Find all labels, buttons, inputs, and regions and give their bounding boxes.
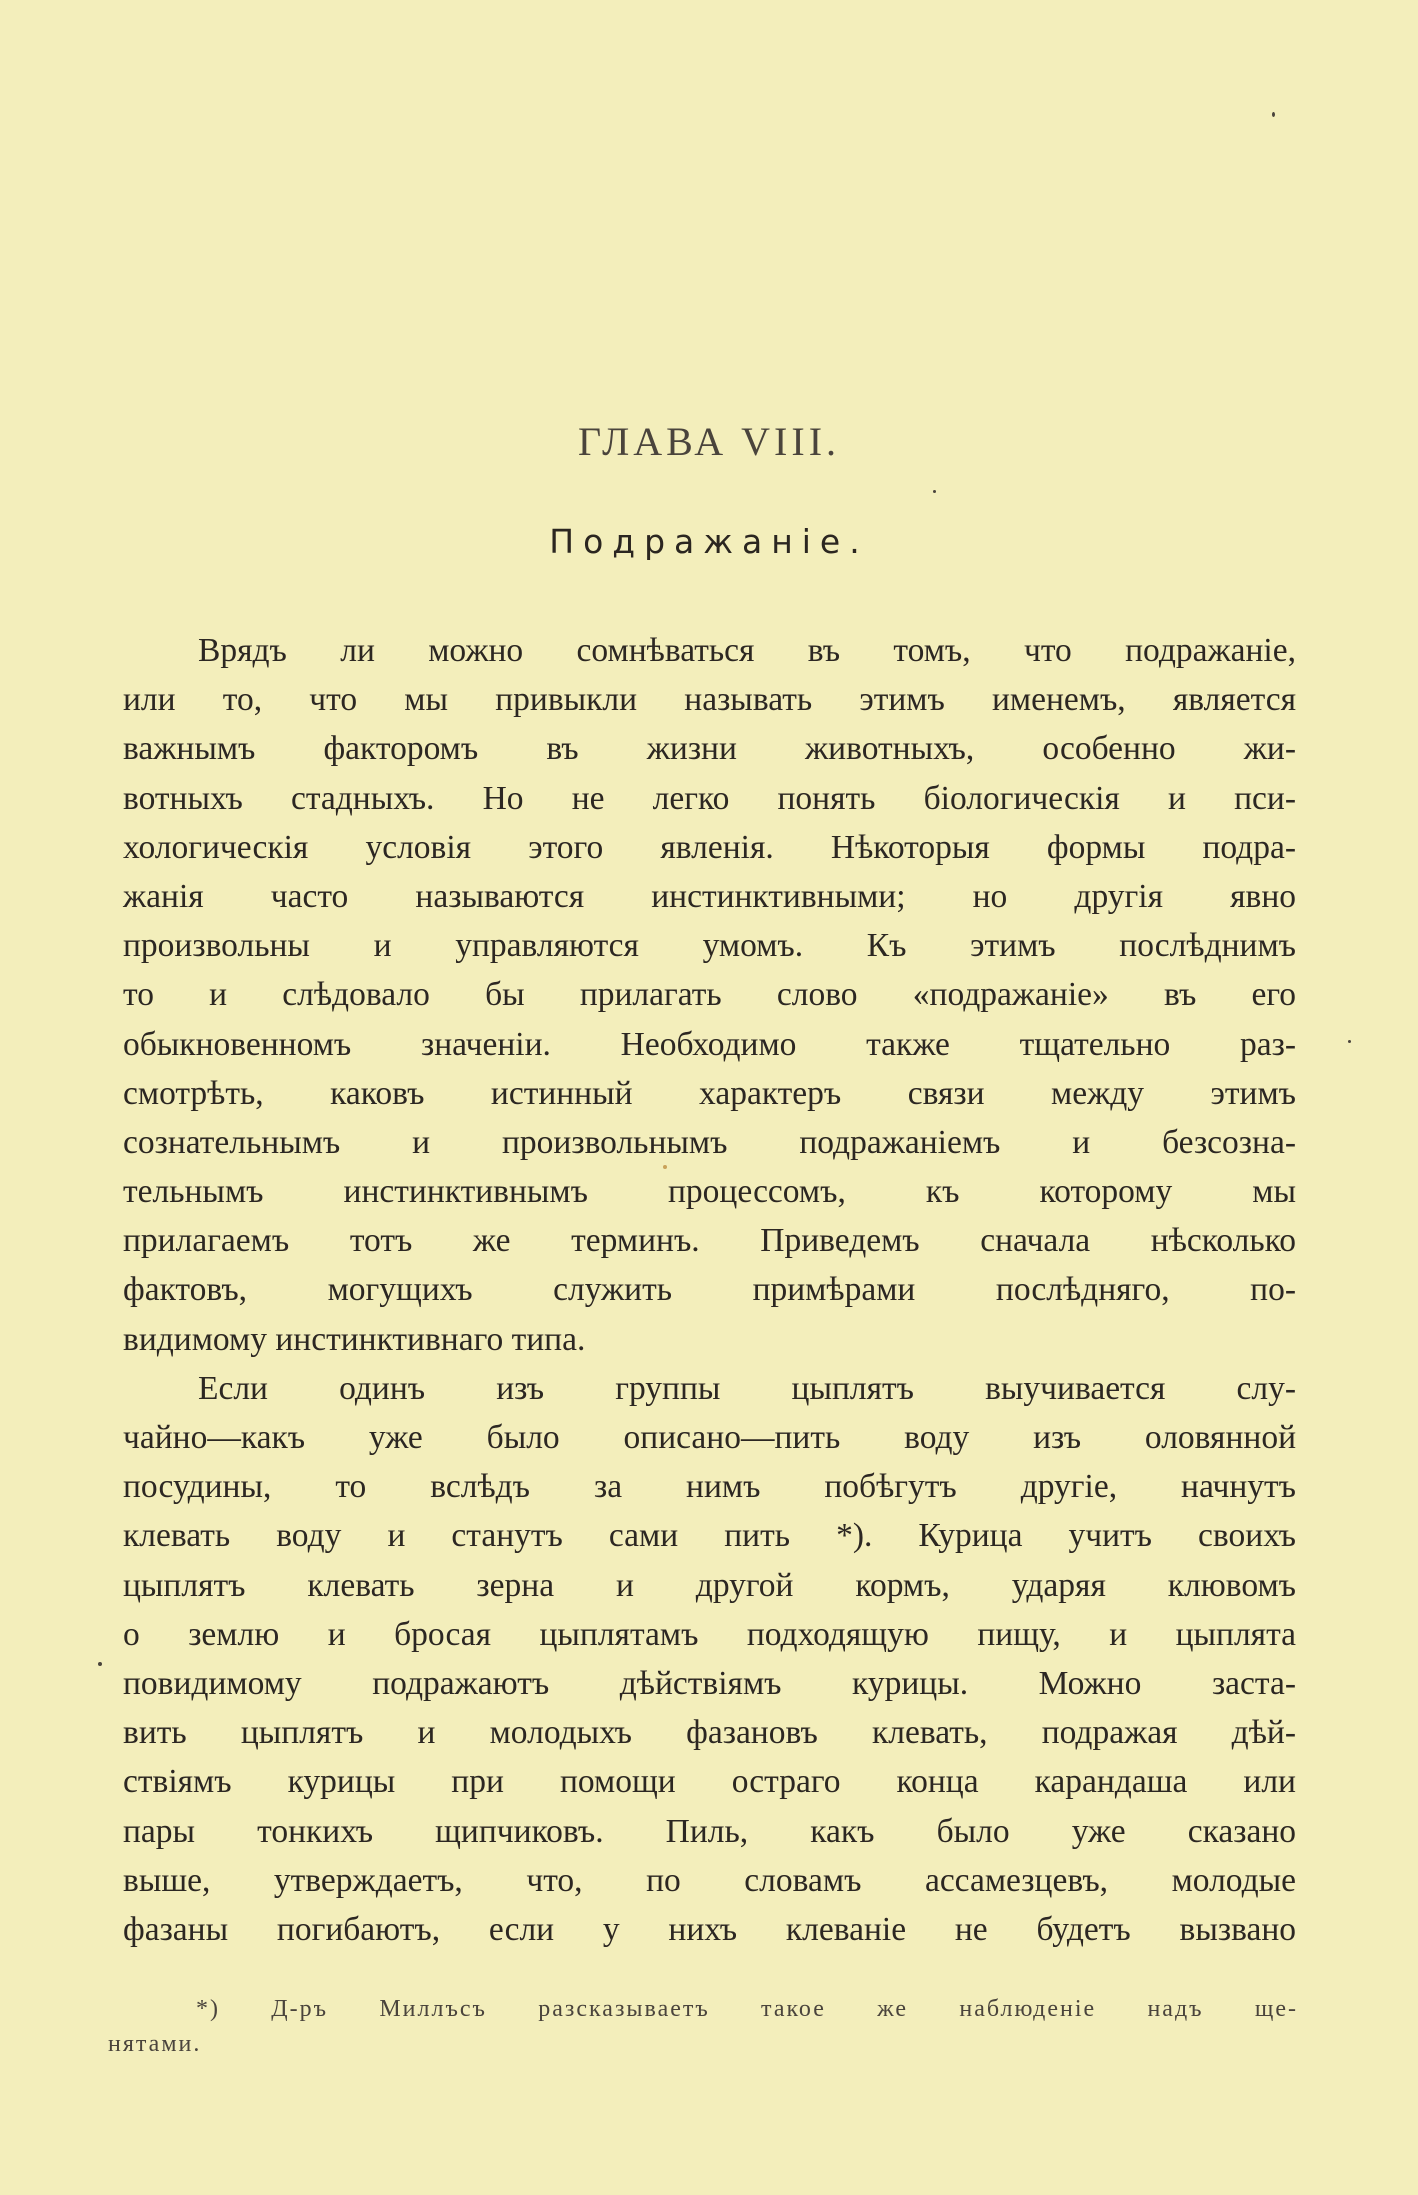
body-line: или то, что мы привыкли называть этимъ именемъ, является (123, 681, 1296, 719)
body-line: важнымъ факторомъ въ жизни животныхъ, особенно жи- (123, 730, 1296, 768)
ink-speck (1348, 1040, 1351, 1043)
body-line: ствіямъ курицы при помощи остраго конца карандаша или (123, 1763, 1296, 1801)
body-line: произвольны и управляются умомъ. Къ этимъ послѣднимъ (123, 927, 1296, 965)
footnote (108, 1992, 1298, 2062)
ink-speck (663, 1165, 667, 1169)
footnote-line: *) Д-ръ Миллъсъ разсказываетъ такое же наблюденіе надъ ще- (196, 1996, 1298, 2022)
body-line: чайно—какъ уже было описано—пить воду изъ оловянной (123, 1419, 1296, 1456)
body-line: то и слѣдовало бы прилагать слово «подражаніе» въ его (123, 976, 1296, 1014)
body-line: пары тонкихъ щипчиковъ. Пиль, какъ было уже сказано (123, 1812, 1296, 1850)
body-line: Врядъ ли можно сомнѣваться въ томъ, что подражаніе, (198, 632, 1296, 669)
body-line: вотныхъ стадныхъ. Но не легко понять біологическія и пси- (123, 779, 1296, 817)
body-line: обыкновенномъ значеніи. Необходимо также тщательно раз- (123, 1025, 1296, 1063)
body-line: Если одинъ изъ группы цыплятъ выучивается слу- (198, 1369, 1296, 1407)
footnote-line: нятами. (108, 2031, 202, 2057)
body-line: о землю и бросая цыплятамъ подходящую пищу, и цыплята (123, 1615, 1296, 1653)
chapter-heading: ГЛАВА VIII. (577, 419, 841, 464)
body-line: хологическія условія этого явленія. Нѣкоторыя формы подра- (123, 828, 1296, 866)
body-line: выше, утверждаетъ, что, по словамъ ассамезцевъ, молодые (123, 1861, 1296, 1899)
body-line: вить цыплятъ и молодыхъ фазановъ клевать, подражая дѣй- (123, 1714, 1296, 1752)
body-line: фазаны погибаютъ, если у нихъ клеваніе не будетъ вызвано (123, 1910, 1296, 1948)
ink-speck (98, 1662, 102, 1666)
body-line: фактовъ, могущихъ служить примѣрами послѣдняго, по- (123, 1271, 1296, 1309)
body-text (123, 626, 1296, 1954)
body-line: жанія часто называются инстинктивными; но другія явно (123, 877, 1296, 915)
body-line: сознательнымъ и произвольнымъ подражаніемъ и безсозна- (123, 1123, 1296, 1161)
body-line: видимому инстинктивнаго типа. (123, 1320, 586, 1358)
section-title: Подражаніе. (549, 522, 869, 561)
body-line: повидимому подражаютъ дѣйствіямъ курицы. Можно заста- (123, 1664, 1296, 1702)
ink-speck (933, 490, 936, 493)
body-line: цыплятъ клевать зерна и другой кормъ, ударяя клювомъ (123, 1566, 1296, 1604)
body-line: смотрѣть, каковъ истинный характеръ связи между этимъ (123, 1074, 1296, 1112)
ink-speck (1272, 112, 1275, 117)
body-line: посудины, то вслѣдъ за нимъ побѣгутъ другіе, начнутъ (123, 1468, 1296, 1506)
body-line: тельнымъ инстинктивнымъ процессомъ, къ которому мы (123, 1173, 1296, 1211)
body-line: клевать воду и станутъ сами пить *). Курица учитъ своихъ (123, 1517, 1296, 1555)
body-line: прилагаемъ тотъ же терминъ. Приведемъ сначала нѣсколько (123, 1222, 1296, 1260)
